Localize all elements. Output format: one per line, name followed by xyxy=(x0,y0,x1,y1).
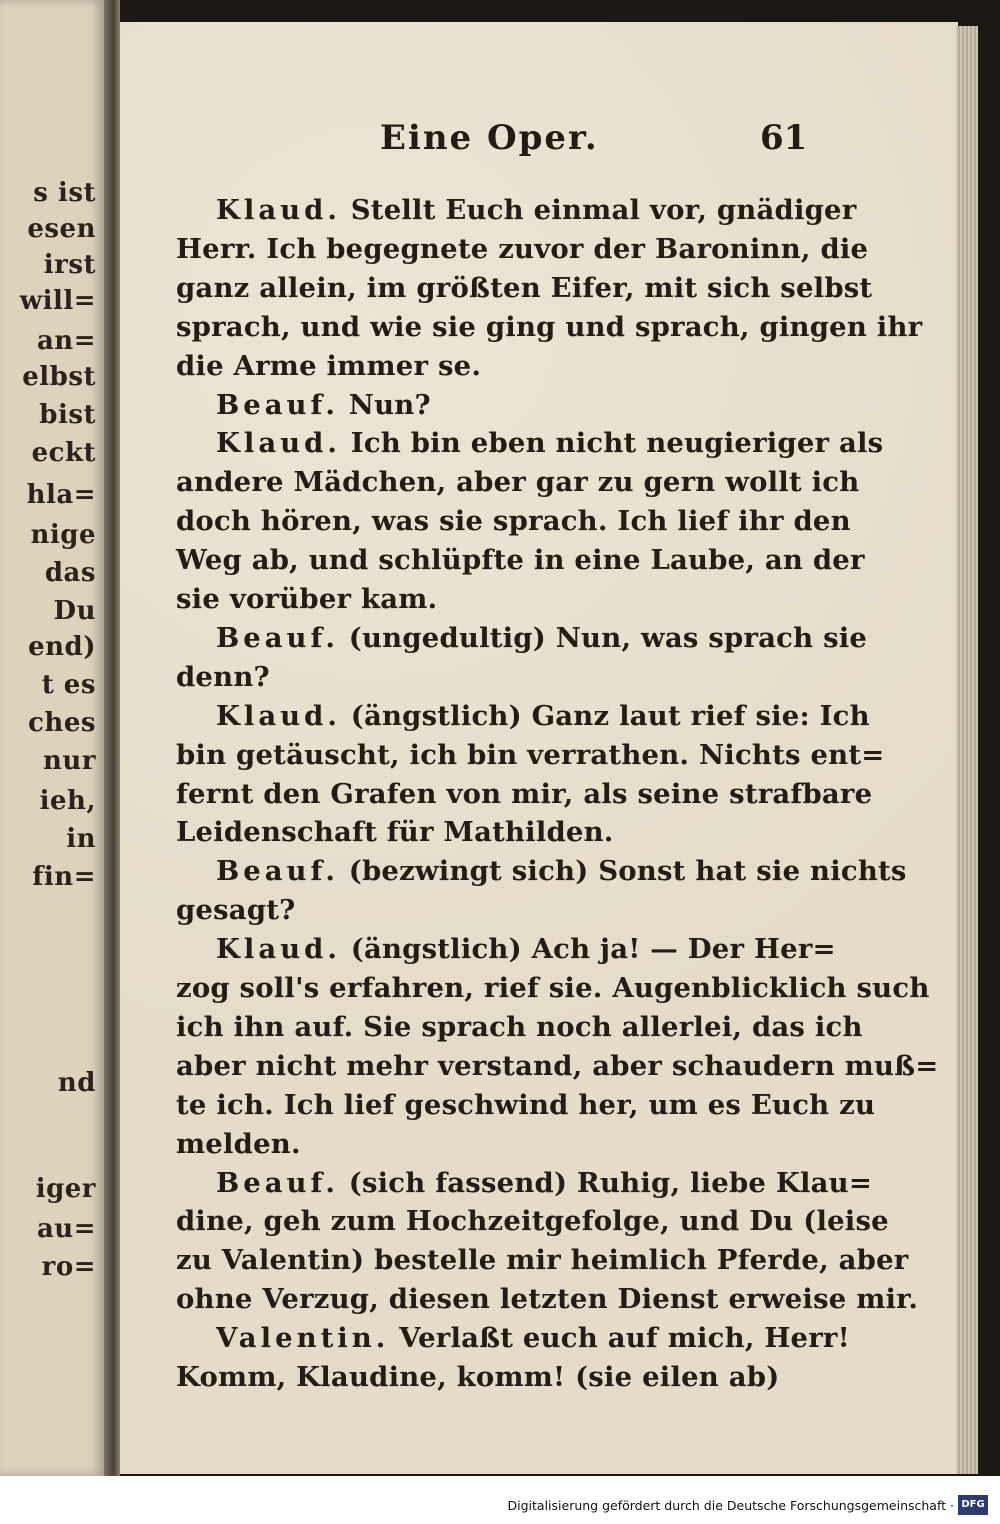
left-page-fragment: Du xyxy=(53,596,96,626)
text-line xyxy=(176,1085,876,1125)
left-page-fragment: au= xyxy=(36,1214,96,1244)
left-page-fragment: end) xyxy=(28,632,96,662)
line-text: die Arme immer se. xyxy=(176,349,482,382)
line-text: ich ihn auf. Sie sprach noch allerlei, das ich xyxy=(176,1010,863,1043)
text-line xyxy=(176,346,810,386)
line-text: Leidenschaft für Mathilden. xyxy=(176,816,614,849)
line-text: Nun? xyxy=(348,388,431,421)
line-text: (ungedultig) Nun, was sprach sie xyxy=(348,621,868,654)
left-page-fragment: das xyxy=(44,558,96,588)
text-line xyxy=(176,307,923,347)
text-line xyxy=(176,501,851,541)
line-text: zog soll's erfahren, rief sie. Augenblicklich such xyxy=(176,972,930,1004)
text-line xyxy=(216,423,884,463)
line-text: fernt den Grafen von mir, als seine strafbare xyxy=(176,777,873,810)
text-line xyxy=(216,696,870,736)
speaker-name: Beauf. xyxy=(216,1166,339,1199)
text-line xyxy=(176,1046,939,1086)
text-line xyxy=(176,812,810,852)
text-line xyxy=(176,657,810,697)
footer-bar xyxy=(0,1476,1000,1524)
line-text: aber nicht mehr verstand, aber schaudern muß= xyxy=(176,1049,939,1082)
text-line xyxy=(216,1318,850,1358)
text-line xyxy=(176,968,930,1008)
line-text: (ängstlich) Ach ja! — Der Her= xyxy=(350,933,836,966)
speaker-name: Beauf. xyxy=(216,855,339,888)
speaker-name: Beauf. xyxy=(216,621,339,654)
speaker-name: Beauf. xyxy=(216,388,339,421)
text-line xyxy=(216,851,907,891)
line-text: (ängstlich) Ganz laut rief sie: Ich xyxy=(350,699,870,732)
left-page-fragment: elbst xyxy=(22,362,96,392)
speaker-name: Valentin. xyxy=(216,1322,390,1355)
page-edges xyxy=(956,26,978,1474)
line-text: Verlaßt euch auf mich, Herr! xyxy=(399,1322,850,1355)
line-text: Komm, Klaudine, komm! (sie eilen ab) xyxy=(176,1361,780,1393)
text-line xyxy=(176,1007,863,1047)
text-line xyxy=(216,618,868,658)
left-page-fragment: irst xyxy=(43,250,96,280)
left-page-fragment: ieh, xyxy=(39,786,96,816)
left-page-fragment: fin= xyxy=(32,862,96,892)
line-text: bin getäuscht, ich bin verrathen. Nichts ent= xyxy=(176,738,885,771)
page-number: 61 xyxy=(760,118,808,158)
left-page-fragment: in xyxy=(66,824,96,854)
funding-credit: Digitalisierung gefördert durch die Deutsche Forschungsgemeinschaft · xyxy=(507,1498,954,1513)
text-line xyxy=(176,890,810,930)
left-page-fragment: ches xyxy=(28,708,96,738)
left-page-fragment: t es xyxy=(41,670,96,700)
line-text: melden. xyxy=(176,1127,301,1160)
left-page-fragment: ro= xyxy=(41,1252,96,1282)
line-text: Herr. Ich begegnete zuvor der Baroninn, die xyxy=(176,232,869,265)
text-line xyxy=(176,735,885,775)
text-line xyxy=(216,385,810,425)
text-line xyxy=(216,929,836,969)
text-line xyxy=(176,1124,810,1164)
running-head: Eine Oper. xyxy=(380,118,599,158)
left-page-fragment: nd xyxy=(57,1068,96,1098)
left-page-fragment: esen xyxy=(27,214,96,244)
speaker-name: Klaud. xyxy=(216,933,341,966)
left-page-fragment: an= xyxy=(36,326,96,356)
line-text: gesagt? xyxy=(176,894,296,927)
left-page-fragment: nige xyxy=(30,520,96,550)
text-line xyxy=(216,1163,873,1203)
line-text: ohne Verzug, diesen letzten Dienst erweise mir. xyxy=(176,1283,919,1316)
text-line xyxy=(176,1357,810,1397)
text-line xyxy=(176,268,873,308)
line-text: sie vorüber kam. xyxy=(176,583,438,615)
previous-page-edge xyxy=(0,0,104,1476)
text-line xyxy=(176,540,865,580)
text-line xyxy=(176,462,860,502)
left-page-fragment: iger xyxy=(35,1174,96,1204)
text-line xyxy=(176,1201,889,1241)
left-page-fragment: nur xyxy=(42,746,96,776)
line-text: Weg ab, und schlüpfte in eine Laube, an der xyxy=(176,544,865,577)
dfg-logo-icon[interactable]: DFG xyxy=(958,1495,988,1515)
speaker-name: Klaud. xyxy=(216,699,341,732)
line-text: sprach, und wie sie ging und sprach, gingen ihr xyxy=(176,310,923,343)
line-text: ganz allein, im größten Eifer, mit sich selbst xyxy=(176,271,873,304)
book-gutter xyxy=(104,0,120,1476)
speaker-name: Klaud. xyxy=(216,194,341,226)
left-page-fragment: s ist xyxy=(33,178,96,208)
text-line xyxy=(176,774,873,814)
line-text: zu Valentin) bestelle mir heimlich Pferde, aber xyxy=(176,1244,909,1277)
text-line xyxy=(216,190,857,230)
line-text: Stellt Euch einmal vor, gnädiger xyxy=(350,194,857,226)
line-text: dine, geh zum Hochzeitgefolge, und Du (leise xyxy=(176,1205,889,1238)
line-text: doch hören, was sie sprach. Ich lief ihr den xyxy=(176,505,851,538)
text-line xyxy=(176,1279,919,1319)
line-text: (sich fassend) Ruhig, liebe Klau= xyxy=(348,1166,873,1199)
line-text: denn? xyxy=(176,660,270,693)
text-line xyxy=(176,229,869,269)
left-page-fragment: hla= xyxy=(26,480,96,510)
left-page-fragment: eckt xyxy=(31,438,96,468)
line-text: (bezwingt sich) Sonst hat sie nichts xyxy=(348,855,907,888)
text-line xyxy=(176,579,810,619)
speaker-name: Klaud. xyxy=(216,427,341,460)
text-line xyxy=(176,1240,909,1280)
left-page-fragment: will= xyxy=(19,286,96,316)
left-page-fragment: bist xyxy=(39,400,96,430)
line-text: Ich bin eben nicht neugieriger als xyxy=(350,427,884,460)
line-text: andere Mädchen, aber gar zu gern wollt ich xyxy=(176,466,860,499)
line-text: te ich. Ich lief geschwind her, um es Euch zu xyxy=(176,1088,876,1121)
